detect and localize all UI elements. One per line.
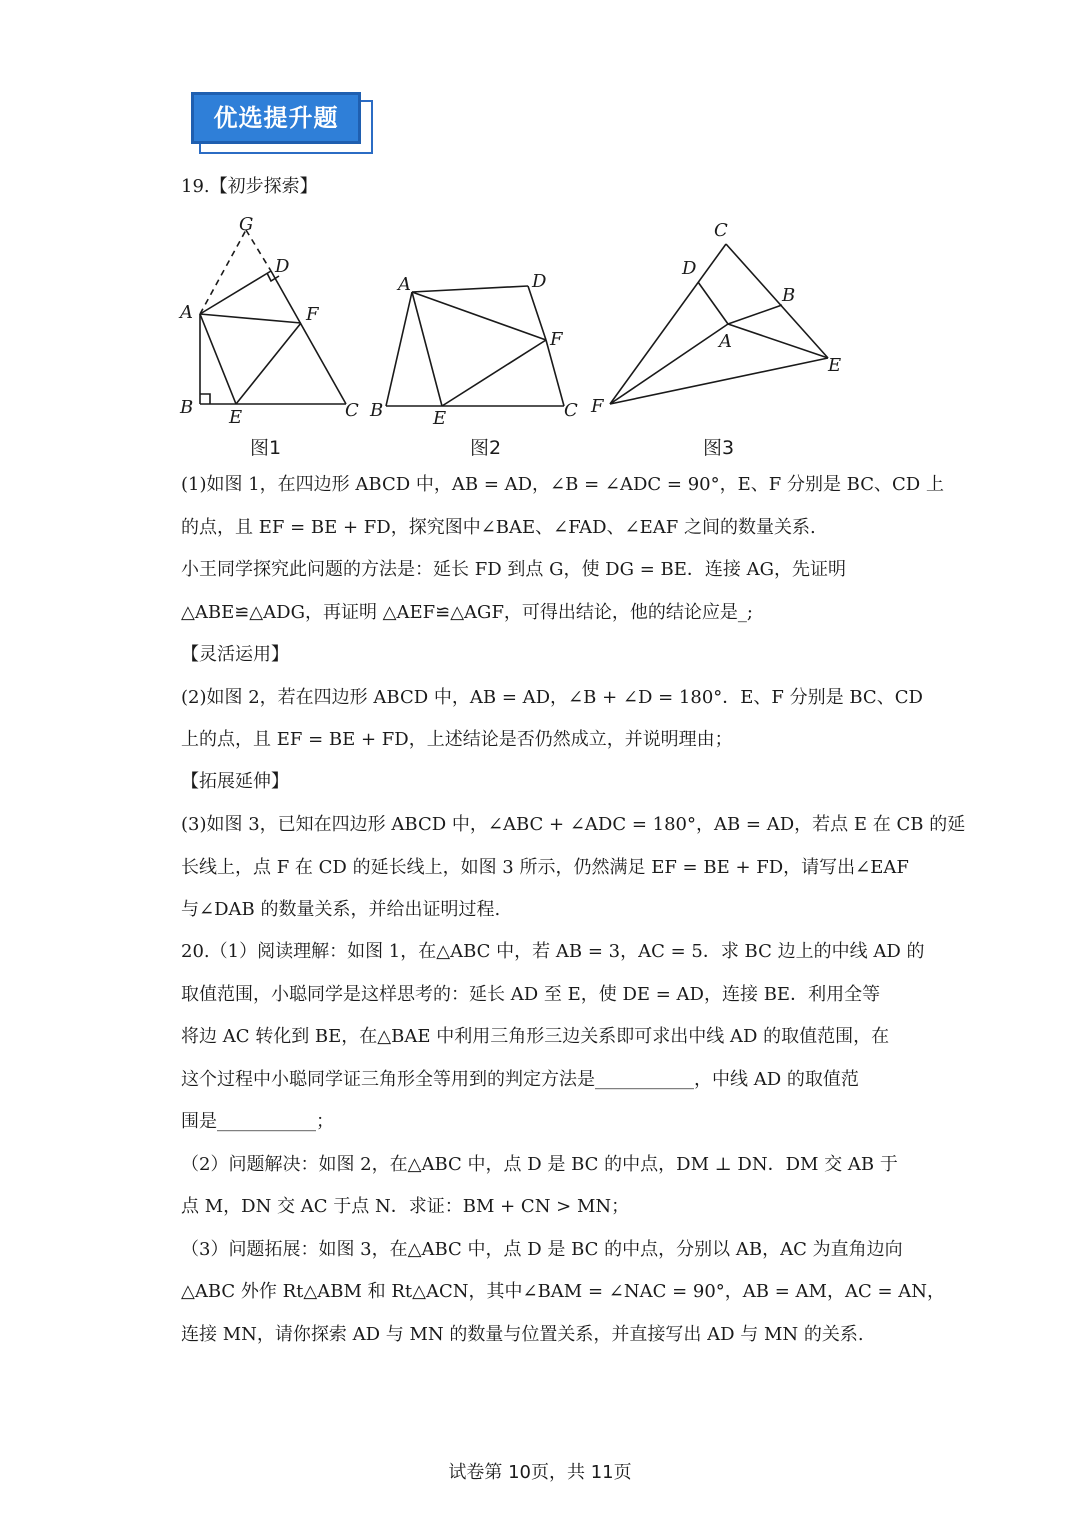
q19-line-7: 上的点，且 EF = BE + FD，上述结论是否仍然成立，并说明理由； xyxy=(181,729,733,750)
q20-line-10: 连接 MN，请你探索 AD 与 MN 的数量与位置关系，并直接写出 AD 与 MN 的关系. xyxy=(181,1324,864,1345)
fig1-label-a: A xyxy=(180,302,193,323)
q20-line-2: 取值范围，小聪同学是这样思考的：延长 AD 至 E，使 DE = AD，连接 BE．利用全等 xyxy=(181,984,881,1005)
q19-line-3: 小王同学探究此问题的方法是：延长 FD 到点 G，使 DG = BE．连接 AG，先证明 xyxy=(181,559,846,580)
fig1-label-g: G xyxy=(239,214,254,235)
q20-line-3: 将边 AC 转化到 BE，在△BAE 中利用三角形三边关系即可求出中线 AD 的取值范围，在 xyxy=(181,1026,890,1047)
q19-subheading-flexible: 【灵活运用】 xyxy=(181,644,289,665)
q20-line-6: （2）问题解决：如图 2，在△ABC 中，点 D 是 BC 的中点，DM ⊥ DN．DM 交 AB 于 xyxy=(181,1154,898,1175)
banner-title: 优选提升题 xyxy=(191,92,361,144)
fig1-label-e: E xyxy=(229,407,243,428)
q20-line-7: 点 M，DN 交 AC 于点 N．求证：BM + CN > MN； xyxy=(181,1196,630,1217)
fig1-label-f: F xyxy=(306,304,319,325)
q19-line-11: 与∠DAB 的数量关系，并给出证明过程. xyxy=(181,899,501,920)
q20-line-8: （3）问题拓展：如图 3，在△ABC 中，点 D 是 BC 的中点，分别以 AB，AC 为直角边向 xyxy=(181,1239,903,1260)
fig3-label-b: B xyxy=(782,285,796,306)
q19-line-10: 长线上，点 F 在 CD 的延长线上，如图 3 所示，仍然满足 EF = BE + FD，请写出∠EAF xyxy=(181,857,909,878)
q19-subheading-extension: 【拓展延伸】 xyxy=(181,771,289,792)
fig1-label-c: C xyxy=(345,400,359,421)
fig3-label-f: F xyxy=(591,396,604,417)
fig3-caption: 图3 xyxy=(703,437,735,459)
q20-line-5: 围是___________； xyxy=(181,1111,334,1132)
fig3-label-d: D xyxy=(682,258,697,279)
q20-line-4: 这个过程中小聪同学证三角形全等用到的判定方法是___________，中线 AD 的取值范 xyxy=(181,1069,859,1090)
q19-line-4: △ABE≌△ADG，再证明 △AEF≌△AGF，可得出结论，他的结论应是_; xyxy=(181,602,753,623)
q19-line-6: (2)如图 2，若在四边形 ABCD 中，AB = AD，∠B + ∠D = 180°．E、F 分别是 BC、CD xyxy=(181,687,923,708)
figure-1 xyxy=(176,210,366,430)
page-footer: 试卷第 10页，共 11页 xyxy=(448,1462,632,1483)
fig2-label-c: C xyxy=(564,400,578,421)
fig2-label-d: D xyxy=(532,271,547,292)
q19-line-9: (3)如图 3，已知在四边形 ABCD 中，∠ABC + ∠ADC = 180°，AB = AD，若点 E 在 CB 的延 xyxy=(181,814,966,835)
fig3-label-e: E xyxy=(828,355,842,376)
fig2-label-a: A xyxy=(398,274,411,295)
fig3-label-a: A xyxy=(719,331,732,352)
fig2-label-e: E xyxy=(433,408,447,429)
q20-line-1: 20.（1）阅读理解：如图 1，在△ABC 中，若 AB = 3，AC = 5．求 BC 边上的中线 AD 的 xyxy=(181,941,925,962)
q19-header: 19.【初步探索】 xyxy=(181,176,318,197)
fig2-label-f: F xyxy=(550,329,563,350)
fig3-label-c: C xyxy=(714,220,728,241)
q19-line-2: 的点，且 EF = BE + FD，探究图中∠BAE、∠FAD、∠EAF 之间的数量关系. xyxy=(181,517,816,538)
fig1-caption: 图1 xyxy=(250,437,282,459)
figure-2 xyxy=(366,262,586,432)
figure-3 xyxy=(586,214,856,424)
fig1-label-d: D xyxy=(275,256,290,277)
section-banner xyxy=(191,92,373,154)
fig2-label-b: B xyxy=(370,400,384,421)
fig2-caption: 图2 xyxy=(470,437,502,459)
fig1-label-b: B xyxy=(180,397,194,418)
q19-line-1: (1)如图 1，在四边形 ABCD 中，AB = AD，∠B = ∠ADC = 90°，E、F 分别是 BC、CD 上 xyxy=(181,474,944,495)
q20-line-9: △ABC 外作 Rt△ABM 和 Rt△ACN，其中∠BAM = ∠NAC = 90°，AB = AM，AC = AN， xyxy=(181,1281,946,1302)
